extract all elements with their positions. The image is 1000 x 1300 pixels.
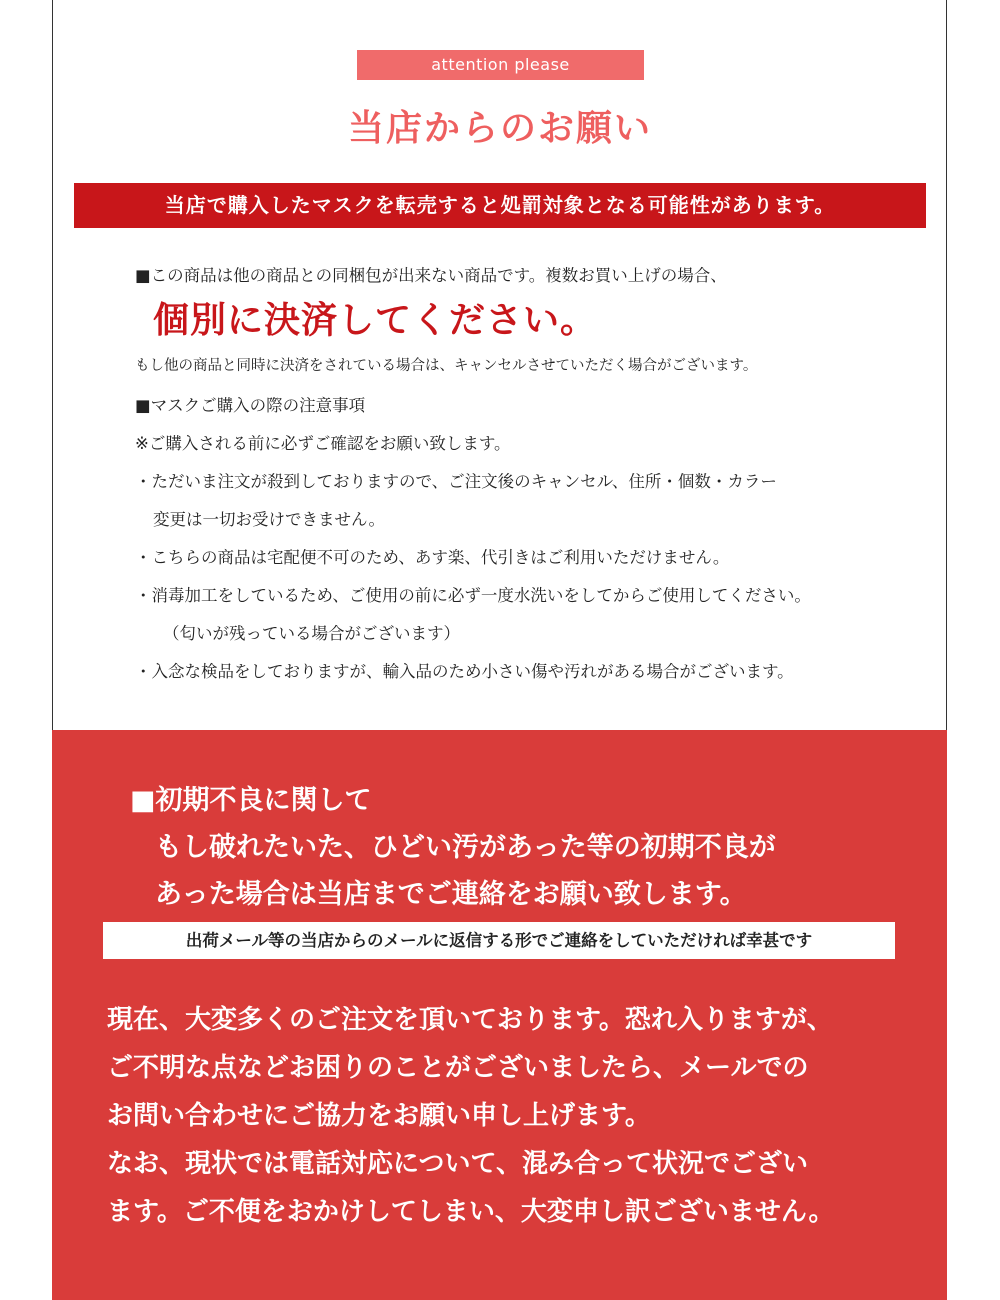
closing-line-4: なお、現状では電話対応について、混み合って状況でござい xyxy=(107,1149,808,1179)
separate-payment-emphasis: 個別に決済してください。 xyxy=(153,300,598,341)
closing-line-3: お問い合わせにご協力をお願い申し上げます。 xyxy=(107,1101,651,1131)
bullet-wash-cont: （匂いが残っている場合がございます） xyxy=(163,624,460,643)
confirm-notice: ※ご購入される前に必ずご確認をお願い致します。 xyxy=(135,434,511,453)
page-title: 当店からのお願い xyxy=(347,108,652,149)
bundle-notice: ■この商品は他の商品との同梱包が出来ない商品です。複数お買い上げの場合、 xyxy=(135,266,727,285)
cancel-notice: もし他の商品と同時に決済をされている場合は、キャンセルさせていただく場合がございます。 xyxy=(135,358,758,374)
bullet-inspection: ・入念な検品をしておりますが、輸入品のため小さい傷や汚れがある場合がございます。 xyxy=(135,662,794,681)
defects-section xyxy=(52,730,947,1300)
bullet-no-cancel: ・ただいま注文が殺到しておりますので、ご注文後のキャンセル、住所・個数・カラー xyxy=(135,472,777,491)
closing-line-1: 現在、大変多くのご注文を頂いております。恐れ入りますが、 xyxy=(107,1005,833,1035)
bullet-no-cancel-cont: 変更は一切お受けできません。 xyxy=(153,510,385,529)
defects-line-1: もし破れたいた、ひどい汚があった等の初期不良が xyxy=(155,832,776,863)
resale-warning-banner: 当店で購入したマスクを転売すると処罰対象となる可能性があります。 xyxy=(74,183,926,228)
bullet-wash: ・消毒加工をしているため、ご使用の前に必ず一度水洗いをしてからご使用してください。 xyxy=(135,586,811,605)
bullet-no-cod: ・こちらの商品は宅配便不可のため、あす楽、代引きはご利用いただけません。 xyxy=(135,548,730,567)
defects-heading: ■初期不良に関して xyxy=(130,785,372,816)
mask-notes-heading: ■マスクご購入の際の注意事項 xyxy=(135,396,366,415)
reply-email-note: 出荷メール等の当店からのメールに返信する形でご連絡をしていただければ幸甚です xyxy=(103,922,895,959)
attention-label: attention please xyxy=(357,50,644,80)
closing-line-5: ます。ご不便をおかけしてしまい、大変申し訳ございません。 xyxy=(107,1197,835,1227)
defects-line-2: あった場合は当店までご連絡をお願い致します。 xyxy=(155,879,747,910)
closing-line-2: ご不明な点などお困りのことがございましたら、メールでの xyxy=(107,1053,809,1083)
